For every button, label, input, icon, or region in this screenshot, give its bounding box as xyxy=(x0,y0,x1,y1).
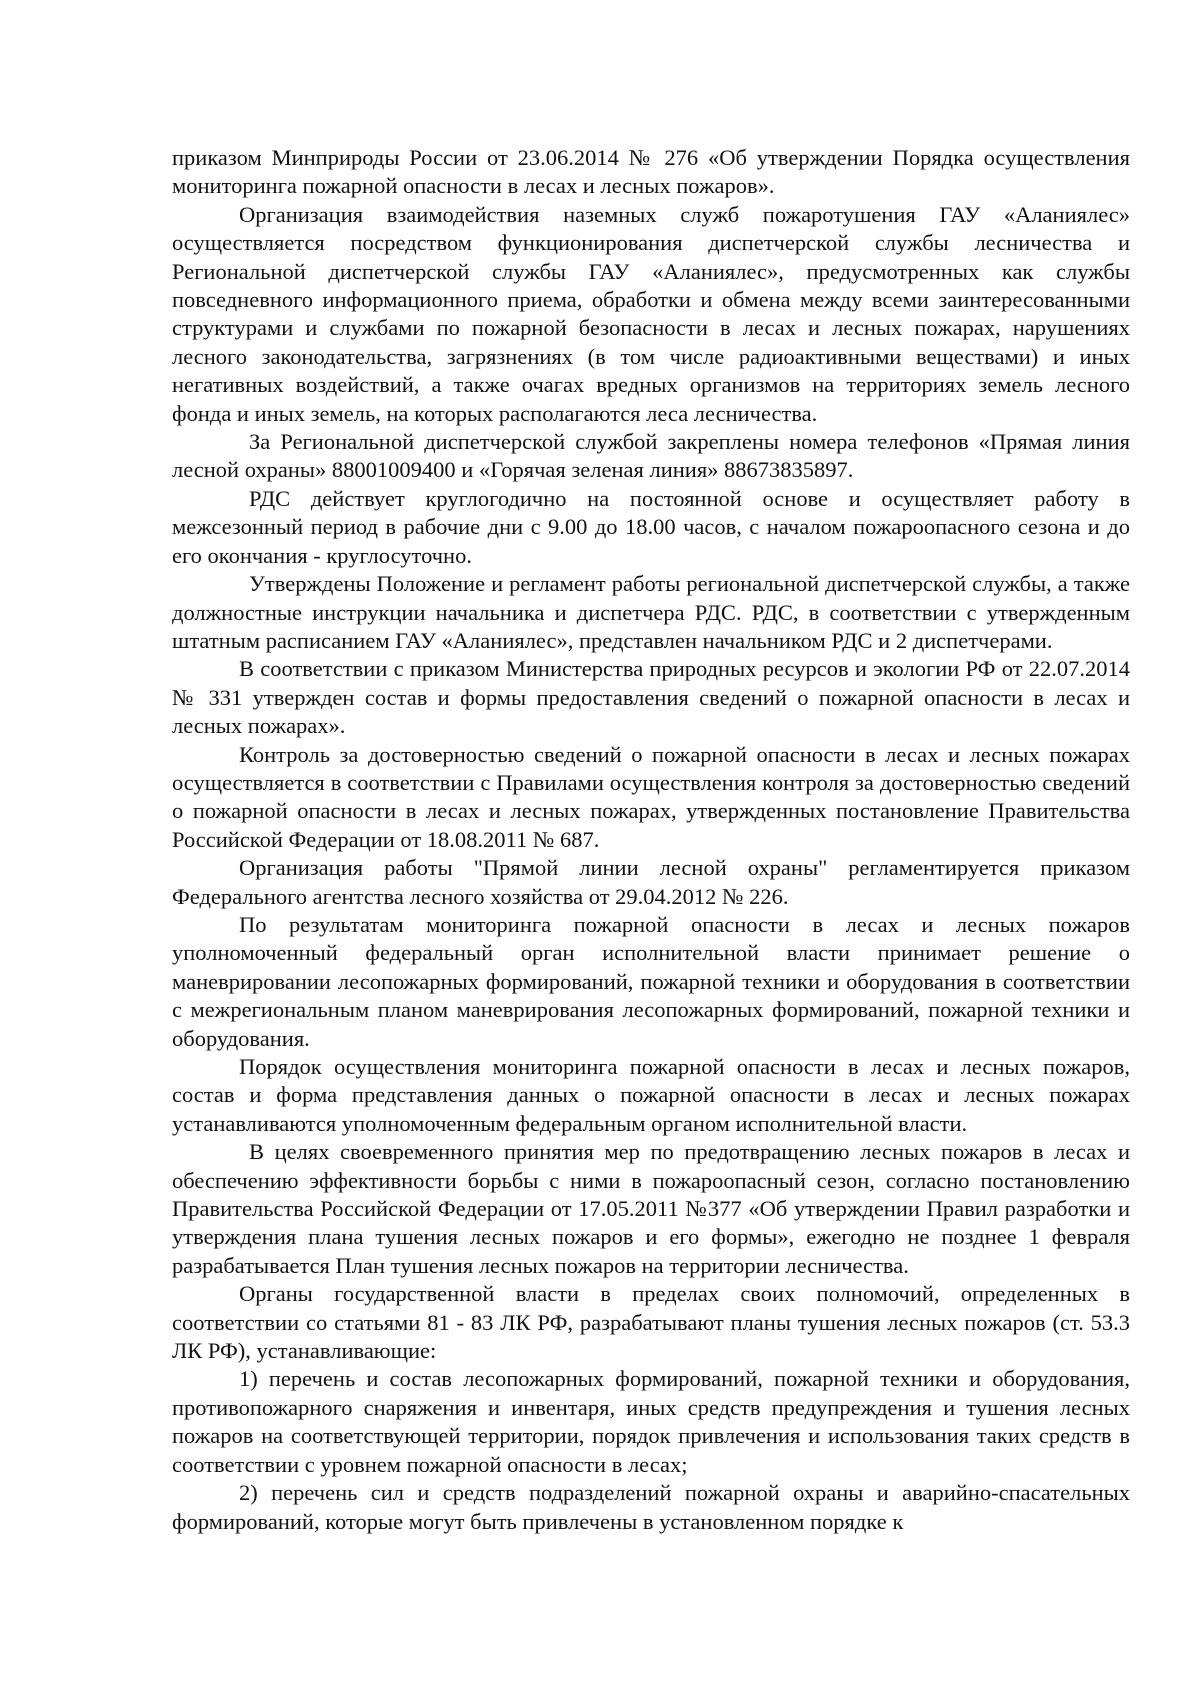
paragraph-government-bodies: Органы государственной власти в пределах своих полномочий, определенных в соответствии со статьями 81 - 83 ЛК РФ, разрабатывают планы тушения лесных пожаров (ст. 53.3 ЛК РФ), устанавливающие: xyxy=(172,1281,1130,1364)
paragraph-rds-regulations: Утверждены Положение и регламент работы региональной диспетчерской службы, а также должностные инструкции начальника и диспетчера РДС. РДС, в соответствии с утвержденным штатным расписанием ГАУ «Аланиялес», представлен начальником РДС и 2 диспетчерами. xyxy=(172,571,1130,653)
paragraph-direct-line: Организация работы "Прямой линии лесной охраны" регламентируется приказом Федерального агентства лесного хозяйства от 29.04.2012 № 226. xyxy=(172,855,1130,909)
paragraph-order-reference: приказом Минприроды России от 23.06.2014 № 276 «Об утверждении Порядка осуществления мониторинга пожарной опасности в лесах и лесных пожаров». xyxy=(172,145,1130,199)
paragraph-phone-numbers: За Региональной диспетчерской службой закреплены номера телефонов «Прямая линия лесной охраны» 88001009400 и «Горячая зеленая линия» 88673835897. xyxy=(172,429,1130,483)
document-page xyxy=(172,144,1130,1536)
paragraph-reporting-forms: В соответствии с приказом Министерства природных ресурсов и экологии РФ от 22.07.2014 № 331 утвержден состав и формы предоставления сведений о пожарной опасности в лесах и лесных пожарах». xyxy=(172,656,1130,739)
list-item-1: 1) перечень и состав лесопожарных формирований, пожарной техники и оборудования, противопожарного снаряжения и инвентаря, иных средств предупреждения и тушения лесных пожаров на соответствующей территории, порядок привлечения и использования таких средств в соответствии с уровнем пожарной опасности в лесах; xyxy=(172,1366,1130,1477)
list-item-2: 2) перечень сил и средств подразделений пожарной охраны и аварийно-спасательных формирований, которые могут быть привлечены в установленном порядке к xyxy=(172,1480,1130,1534)
paragraph-interaction-organization: Организация взаимодействия наземных служб пожаротушения ГАУ «Аланиялес» осуществляется посредством функционирования диспетчерской службы лесничества и Региональной диспетчерской службы ГАУ «Аланиялес», предусмотренных как службы повседневного информационного приема, обработки и обмена между всеми заинтересованными структурами и службами по пожарной безопасности в лесах и лесных пожарах, нарушениях лесного законодательства, загрязнениях (в том числе радиоактивными веществами) и иных негативных воздействий, а также очагах вредных организмов на территориях земель лесного фонда и иных земель, на которых располагаются леса лесничества. xyxy=(172,201,1130,426)
paragraph-fire-plan: В целях своевременного принятия мер по предотвращению лесных пожаров в лесах и обеспечению эффективности борьбы с ними в пожароопасный сезон, согласно постановлению Правительства Российской Федерации от 17.05.2011 №377 «Об утверждении Правил разработки и утверждения плана тушения лесных пожаров и его формы», ежегодно не позднее 1 февраля разрабатывается План тушения лесных пожаров на территории лесничества. xyxy=(172,1139,1130,1278)
paragraph-maneuvering: По результатам мониторинга пожарной опасности в лесах и лесных пожаров уполномоченный федеральный орган исполнительной власти принимает решение о маневрировании лесопожарных формирований, пожарной техники и оборудования в соответствии с межрегиональным планом маневрирования лесопожарных формирований, пожарной техники и оборудования. xyxy=(172,911,1130,1051)
paragraph-monitoring-procedure: Порядок осуществления мониторинга пожарной опасности в лесах и лесных пожаров, состав и форма представления данных о пожарной опасности в лесах и лесных пожарах устанавливаются уполномоченным федеральным органом исполнительной власти. xyxy=(172,1054,1130,1136)
paragraph-rds-schedule: РДС действует круглогодично на постоянной основе и осуществляет работу в межсезонный период в рабочие дни с 9.00 до 18.00 часов, с началом пожароопасного сезона и до его окончания - круглосуточно. xyxy=(172,485,1130,568)
paragraph-accuracy-control: Контроль за достоверностью сведений о пожарной опасности в лесах и лесных пожарах осуществляется в соответствии с Правилами осуществления контроля за достоверностью сведений о пожарной опасности в лесах и лесных пожарах, утвержденных постановление Правительства Российской Федерации от 18.08.2011 № 687. xyxy=(172,741,1130,852)
